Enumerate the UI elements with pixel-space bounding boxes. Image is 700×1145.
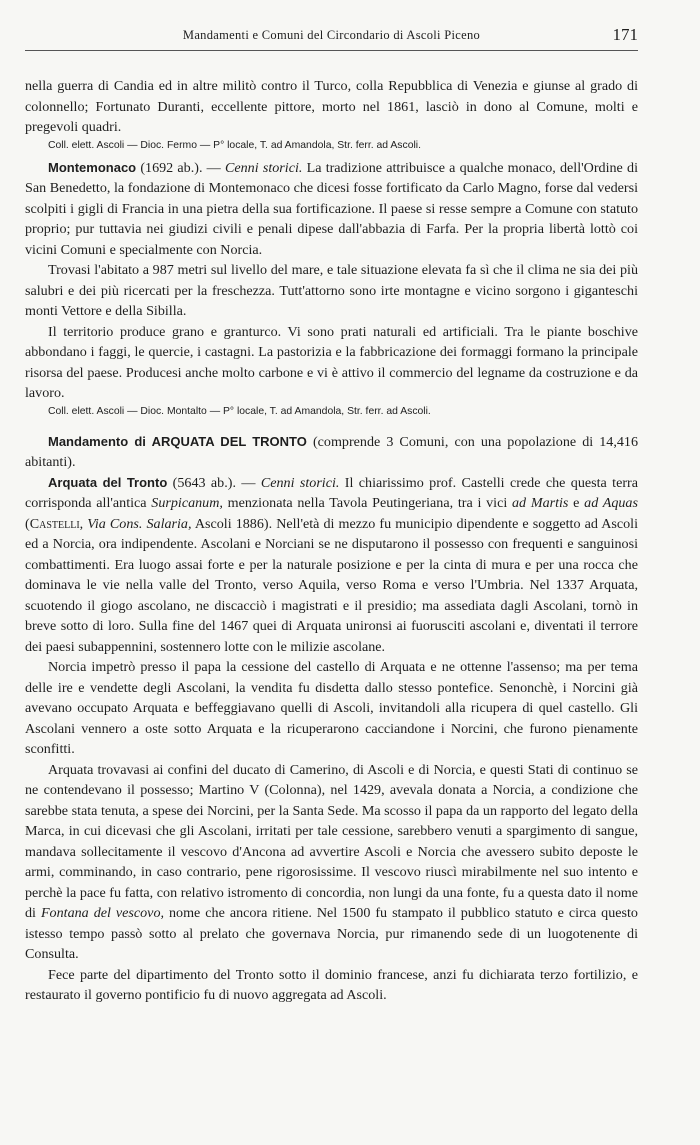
mandamento-heading: Mandamento di ARQUATA DEL TRONTO (comprende 3 Comuni, con una popolazione di 14,416 abitanti). xyxy=(25,433,639,470)
entry-title-montemonaco: Montemonaco xyxy=(48,159,137,175)
note-montemonaco: Coll. elett. Ascoli — Dioc. Montalto — P° locale, T. ad Amandola, Str. ferr. ad Ascoli. xyxy=(48,405,431,417)
author-castelli: Castelli, xyxy=(29,515,84,532)
running-title: Mandamenti e Comuni del Circondario di Ascoli Piceno xyxy=(182,28,481,42)
paragraph-norcia: Norcia impetrò presso il papa la cessione del castello di Arquata e ne ottenne l'assenso; ma per tema delle ire e vendette degli Ascolani, la vendita fu disdetta dallo stesso pontefice. Senonchè, i Norcini già avevano occupato Arquata e beffeggiavano quelli di Ascoli, invitandoli alla ricupera di quel castello. Gli Ascolani vennero a oste sotto Arquata e la ricuperarono cacciandone i Norcini, che furono pienamente sconfitti. xyxy=(25,659,638,757)
fontana-del-vescovo: Fontana del vescovo, xyxy=(40,905,165,921)
cenni-storici-label: Cenni storici. xyxy=(224,159,303,176)
entry-title-arquata: Arquata del Tronto xyxy=(48,474,168,490)
paragraph-candia: nella guerra di Candia ed in altre militò contro il Turco, colla Repubblica di Venezia e giunse al grado di colonnello; Fortunato Duranti, eccellente pittore, morto nel 1861, lasciò in dono al Comune, molti e pregevoli quadri. xyxy=(25,78,638,135)
page-header xyxy=(25,26,638,51)
mandamento-name: ARQUATA DEL TRONTO xyxy=(151,433,307,449)
page-body xyxy=(25,76,638,1006)
note-fortunato: Coll. elett. Ascoli — Dioc. Fermo — P° locale, T. ad Amandola, Str. ferr. ad Ascoli. xyxy=(48,139,421,151)
paragraph-montemonaco: Montemonaco (1692 ab.). — Cenni storici. La tradizione attribuisce a qualche monaco, dell'Ordine di San Benedetto, la fondazione di Montemonaco che dicesi fosse fortificato da Carlo Magno, forse dal vedersi scolpiti i gigli di Francia in una pietra della sua fortificazione. Il paese si resse sempre a Comune con statuto proprio; pur tuttavia nei giudizi civili e penali dipese dall'abbazia di Farfa. Per la propria libertà lottò coi vicini Comuni e specialmente con Norcia. xyxy=(25,159,638,258)
page-number: 171 xyxy=(612,25,638,44)
paragraph-abitato: Trovasi l'abitato a 987 metri sul livello del mare, e tale situazione elevata fa sì che il clima ne sia dei più salubri e dei più ricercati per la freschezza. Tutt'attorno sono irte montagne e vicino sorgono i giganteschi monti Vettore e della Sibilla. xyxy=(25,262,638,319)
cenni-storici-label: Cenni storici. xyxy=(260,474,340,491)
paragraph-tronto: Fece parte del dipartimento del Tronto sotto il dominio francese, anzi fu dichiarata terzo fortilizio, e restaurato il governo pontificio fu di nuovo aggregata ad Ascoli. xyxy=(25,966,638,1003)
paragraph-territorio: Il territorio produce grano e granturco. Vi sono prati naturali ed artificiali. Tra le piante boschive abbondano i faggi, le quercie, i castagni. La pastorizia e la fabbricazione dei formaggi formano la principale risorsa del paese. Producesi anche molto carbone e vi è attivo il commercio del legname da costruzione e da lavoro. xyxy=(25,323,638,401)
paragraph-confini: Arquata trovavasi ai confini del ducato di Camerino, di Ascoli e di Norcia, e questi Stati di continuo se ne contendevano il possesso; Martino V (Colonna), nel 1429, avevala donata a Norcia, a condizione che sarebbe stata tenuta, a spese dei Norcini, per la Santa Sede. Ma scosso il papa da un rapporto del legato della Marca, in cui dicevasi che gli Ascolani, irritati per tale cessione, sarebbero venuti a spargimento di sangue, mandava sollecitamente il vescovo d'Ancona ad avvertire Ascoli e Norcia che avessero subito deposte le armi, comminando, in caso contrario, pene rigorosissime. Il vescovo riuscì mirabilmente nel suo intento e perchè la pace fu fatta, con relativo istromento di concordia, non lungi da una fonte, fu a questa dato il nome di Fontana del vescovo, nome che ancora ritiene. Nel 1500 fu stampato il pubblico statuto e circa questo istesso tempo passò sotto al prelato che governava Norcia, pur rimanendo sede di un luogotenente di Consulta. xyxy=(25,761,638,962)
paragraph-arquata: Arquata del Tronto (5643 ab.). — Cenni storici. Il chiarissimo prof. Castelli crede che questa terra corrisponda all'antica Surpicanum, menzionata nella Tavola Peutingeriana, tra i vici ad Martis e ad Aquas (Castelli, Via Cons. Salaria, Ascoli 1886). Nell'età di mezzo fu municipio dipendente e soggetto ad Ascoli ed a Norcia, ora indipendente. Ascolani e Norciani se ne disputarono il possesso con frequenti e sanguinosi combattimenti. Era luogo assai forte e per la naturale posizione e per la cinta di mura e per una rocca che dominava le vie nella valle del Tronto, verso Aquila, verso Roma e verso l'Umbria. Nel 1337 Arquata, scuotendo il giogo ascolano, ne discacciò i magistrati e il presidio; ma assediata dagli Ascolani, tornò in breve sotto di loro. Sulla fine del 1467 quei di Arquata unironsi ai fuorusciti ascolani e, diventati il terrore dei paesi subappennini, sostennero lotte con le milizie ascolane. xyxy=(25,474,638,655)
